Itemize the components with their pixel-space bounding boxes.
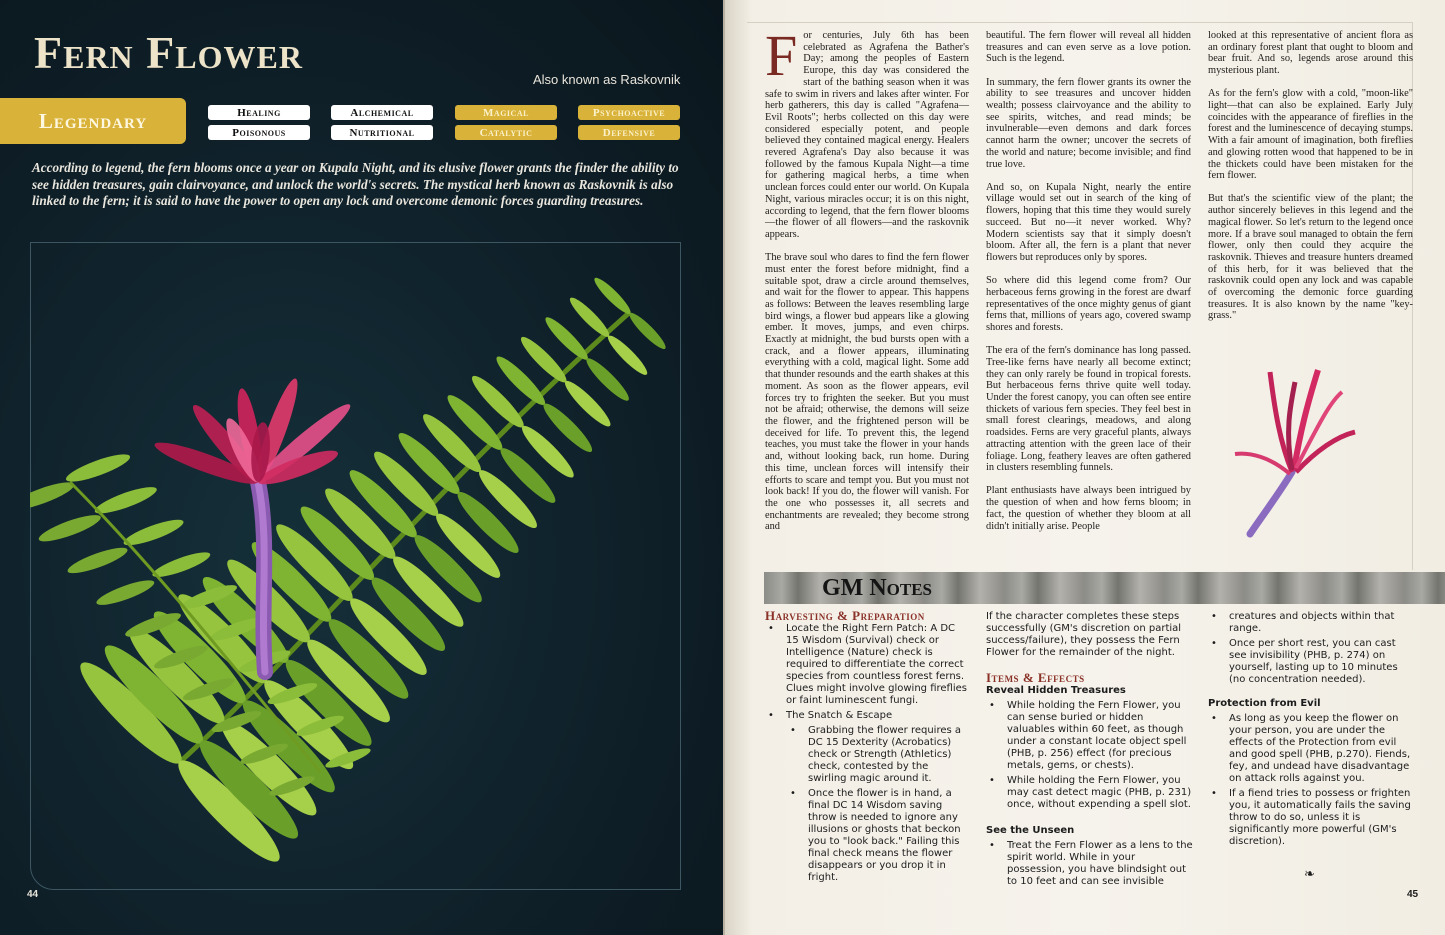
gutter [723,0,725,935]
paragraph: If the character completes these steps successfully (GM's discretion on partial success/failure), they possess the Fern Flower for the remainder of the night. [986,611,1182,658]
paragraph: looked at this representative of ancient flora as an ordinary forest plant that ought to bloom and bear fruit. And so, legends arose around this mysterious plant. [1208,30,1413,77]
paragraph: In summary, the fern flower grants its owner the ability to see treasures and uncover hidden wealth; possess clairvoyance and the ability to see spirits, witches, and read minds; be invulnerable—even demons and dark forces cannot harm the owner; uncover the secrets of the world and nature; become invisible; and find true love. [986,76,1191,170]
page-title: Fern Flower [34,27,303,78]
list-item-continued: • creatures and objects within that range. [1208,611,1413,635]
paragraph: The era of the fern's dominance has long passed. Tree-like ferns have nearly all become extinct; they can only rarely be found in tropical forests. But herbaceous ferns thrive quite well today. Under the forest canopy, you can often see entire thickets of various fern species. They feel best in small forest clearings, meadows, and along roadsides. Ferns are very graceful plants, always attracting attention with the green lace of their foliage. Long, feathery leaves are often gathered in clusters resembling funnels. [986,345,1191,474]
list-item: • Locate the Right Fern Patch: A DC 15 Wisdom (Survival) check or Intelligence (Nature) check is required to differentiate the correct species from countless forest ferns. Clues might involve glowing fireflies or faint luminescent fungi. [765,623,970,707]
tag-psychoactive: Psychoactive [578,105,680,120]
paragraph: But that's the scientific view of the plant; the author sincerely believes in this legend and the magical flower. So let's return to the legend once more. If a brave soul managed to obtain the fern flower, only then could they acquire the raskovnik. Thieves and treasure hunters dreamed of this herb, for it was believed that the raskovnik could open any lock and was capable of overcoming the demonic force guarding treasures. It is also known by the name "key-grass." [1208,193,1413,322]
fern-leaflet [150,548,212,582]
bullet-list [986,840,1194,888]
list-item: • Treat the Fern Flower as a lens to the spirit world. While in your possession, you have blindsight out to 10 feet and can see invisible [986,840,1194,888]
list-item: • While holding the Fern Flower, you can sense buried or hidden valuables within 60 feet, as though under a constant locate object spell (PHB, p. 256) effect (for precious metals, gems, or chests). [986,700,1194,772]
ornament-icon: ❧ [1304,866,1315,881]
bullet-list [1208,713,1413,848]
tag-healing: Healing [208,105,310,120]
paragraph: The brave soul who dares to find the fern flower must enter the forest before midnight, find a suitable spot, draw a circle around themselves, and wait for the flower to appear. This happens as follows: Between the leaves resembling large bird wings, a flower bud appears like a glowing ember. It moves, jumps, and even chirps. Exactly at midnight, the bud bursts open with a crack, and a flower appears, illuminating everything with a cold, magical light. Some add that thunder resounds and the earth shakes at this moment. As soon as the flower appears, evil forces try to frighten the seeker. But you must not be afraid; otherwise, the demons will seize the flower, and the frightened person will be deceived for life. To prevent this, the legend teaches, you must take the flower in your hands and, without looking back, run home. During this time, unclean forces will intensify their efforts to scare and tempt you. But you must not look back! If you do, the flower will vanish. For the one who possesses it, all secrets and enchantments are revealed; they become strong and [765,252,969,533]
fern-leaflet [604,332,651,379]
tag-defensive: Defensive [578,125,680,140]
list-item: • As long as you keep the flower on your person, you are under the effects of the Protection from evil and good spell (PHB, p.270). Fiends, fey, and undead have disadvantage on attack rolls against you. [1208,713,1413,785]
fern-leaflet [65,543,130,578]
right-page [723,0,1445,935]
tag-alchemical: Alchemical [331,105,433,120]
subheading: See the Unseen [986,825,1075,836]
paragraph: For centuries, July 6th has been celebrated as Agrafena the Bather's Day; among the peoples of Eastern Europe, this day was considered the start of the bathing season when it was safe to swim in rivers and lakes after winter. For herb gatherers, this day is called "Agrafena—Evil Roots"; herbs collected on this day were considered especially potent, and people believed they contained magical energy. Healers revered Agrafena's Day also because it was followed by the famous Kupala Night—a time for gathering magical herbs, a time when unclean forces could enter our world. On Kupala Night, various miracles occur; it is on this night, according to legend, that the fern flower blooms—the flower of all flowers—and the raskovnik appears. [765,23,969,240]
list-item: • While holding the Fern Flower, you may cast detect magic (PHB, p. 231) once, without expending a spell slot. [986,775,1194,811]
gm-notes-title: GM Notes [822,575,933,601]
text-column-1 [765,23,969,545]
subheading: Reveal Hidden Treasures [986,685,1126,696]
list-item: • The Snatch & Escape [765,710,970,722]
paragraph: And so, on Kupala Night, nearly the entire village would set out in search of the king of flowers, hoping that this time they would surely succeed. But no—it never worked. Why? Modern scientists say that it simply doesn't bloom. After all, the fern is a plant that never flowers but reproduces only by spores. [986,181,1191,263]
list-item: • Grabbing the flower requires a DC 15 Dexterity (Acrobatics) check or Strength (Athletics) check, contested by the swirling magic around it. [765,725,970,785]
tag-poisonous: Poisonous [208,125,310,140]
gm-column-2 [986,611,1194,891]
gm-column-3 [1208,611,1413,851]
tag-magical: Magical [455,105,557,120]
section-heading: Harvesting & Preparation [765,608,925,623]
list-item: • Once the flower is in hand, a final DC 14 Wisdom saving throw is needed to ignore any illusions or ghosts that beckon you to "look back." Failing this final check means the flower disappears or you drop it in fright. [765,788,970,884]
fern-leaflet [566,294,613,341]
fern-flower-illustration [30,242,681,890]
fern-leaflet [92,482,159,518]
paragraph: So where did this legend come from? Our herbaceous ferns growing in the forest are dwarf representatives of the once mighty genus of giant ferns that, millions of years ago, covered swamp shores and forests. [986,275,1191,333]
gm-column-1 [765,610,970,887]
subheading: Protection from Evil [1208,698,1321,709]
fern-leaflet [626,309,669,352]
intro-text: According to legend, the fern blooms once a year on Kupala Night, and its elusive flower grants the finder the ability to see hidden treasures, gain clairvoyance, and unlock the world's secrets. The mystical herb known as Raskovnik is also linked to the fern; it is said to have the power to open any lock and overcome demonic forces guarding treasures. [32,160,679,209]
text-column-3 [1208,30,1413,334]
text-column-2 [986,30,1191,544]
rarity-banner [0,98,186,144]
fern-leaflet [63,449,132,486]
section-heading: Items & Effects [986,670,1085,685]
rarity-label: Legendary [38,108,148,133]
bullet-list [1208,611,1413,686]
tag-catalytic: Catalytic [455,125,557,140]
tag-nutritional: Nutritional [331,125,433,140]
fern-leaflet [94,576,156,610]
bullet-list [986,700,1194,811]
left-page [0,0,722,935]
page-number: 44 [27,889,39,900]
also-known-as: Also known as Raskovnik [533,72,681,87]
drop-cap: F [765,23,798,88]
list-item: • Once per short rest, you can cast see invisibility (PHB, p. 274) on yourself, lasting up to 10 minutes (no concentration needed). [1208,638,1413,686]
paragraph: As for the fern's glow with a cold, "moon-like" light—that can also be explained. Early July coincides with the appearance of fireflies in the forest and the luminescence of decaying stumps. With a fair amount of imagination, both fireflies and glowing rotten wood that happened to be in the thickets could have been mistaken for the fern flower. [1208,88,1413,182]
page-number: 45 [1407,889,1419,900]
fern-leaflet [591,274,634,317]
small-flower-illustration [1230,362,1360,540]
list-item: • If a fiend tries to possess or frighten you, it automatically fails the saving throw to do so, unless it is significantly more powerful (GM's discretion). [1208,788,1413,848]
paragraph: Plant enthusiasts have always been intrigued by the question of when and how ferns bloom; in fact, the question of whether they bloom at all didn't initially arise. People [986,485,1191,532]
fern-leaflet [36,510,103,546]
paragraph: beautiful. The fern flower will reveal all hidden treasures and can even serve as a love potion. Such is the legend. [986,30,1191,65]
bullet-list [765,623,970,884]
